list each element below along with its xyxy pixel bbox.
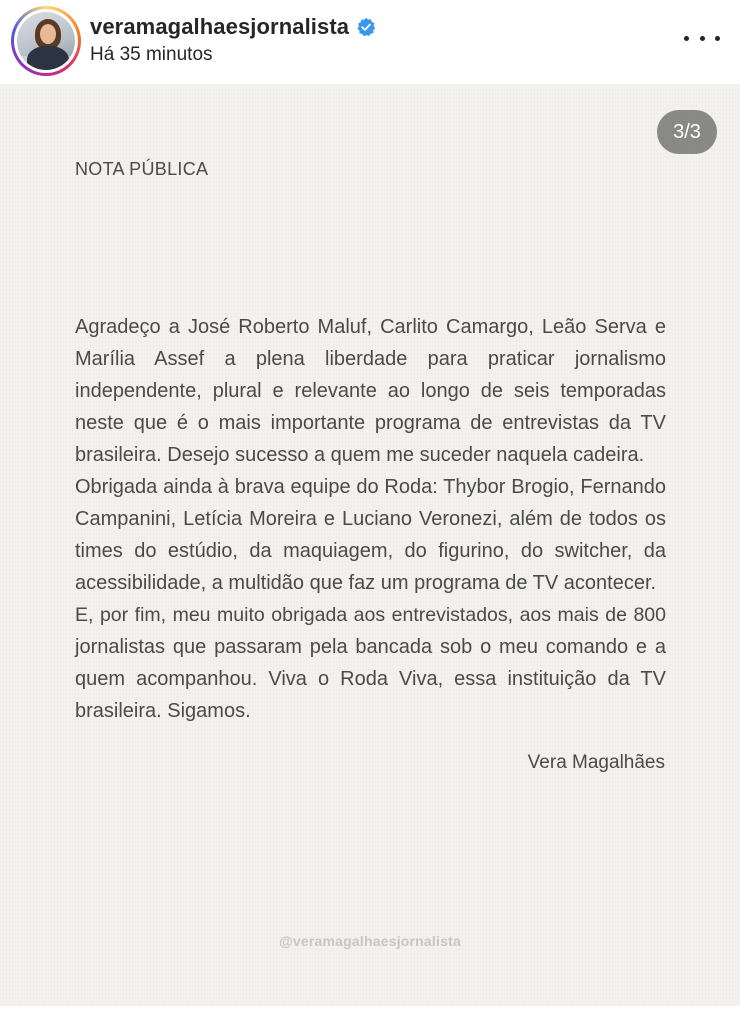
avatar-body [27,46,69,70]
note-signature: Vera Magalhães [527,752,665,773]
avatar-face [40,24,56,44]
more-dot [700,36,705,41]
post-footer-strip [0,1006,740,1024]
note-line: brasileira. Sigamos. [75,700,251,722]
username[interactable]: veramagalhaesjornalista [90,14,350,39]
note-line: neste que é o mais importante programa de entrevistas da TV [75,412,666,434]
note-line: brasileira. Desejo sucesso a quem me suceder naquela cadeira. [75,444,645,466]
verified-badge-icon [356,17,376,37]
more-dot [684,36,689,41]
profile-avatar[interactable] [17,12,75,70]
note-line: acessibilidade, a multidão que faz um programa de TV acontecer. [75,572,657,594]
post-timestamp: Há 35 minutos [90,44,213,65]
note-line: quem acompanhou. Viva o Roda Viva, essa instituição da TV [75,668,666,690]
watermark-handle: @veramagalhaesjornalista [279,933,461,949]
story-ring[interactable] [11,6,81,76]
username-row [90,12,376,42]
note-line: times do estúdio, da maquiagem, do figurino, do switcher, da [75,540,666,562]
note-body [75,311,666,727]
note-line: Agradeço a José Roberto Maluf, Carlito Camargo, Leão Serva e [75,316,666,338]
note-line: independente, plural e relevante ao longo de seis temporadas [75,380,666,402]
note-line: Marília Assef a plena liberdade para praticar jornalismo [75,348,666,370]
post-header [0,0,740,84]
note-title: NOTA PÚBLICA [75,159,209,179]
note-line: Obrigada ainda à brava equipe do Roda: Thybor Brogio, Fernando [75,476,666,498]
more-dot [715,36,720,41]
note-line: Campanini, Letícia Moreira e Luciano Veronezi, além de todos os [75,508,666,530]
more-options-icon[interactable] [684,24,720,52]
carousel-counter: 3/3 [657,110,717,154]
avatar-frame [14,9,78,73]
note-line: jornalistas que passaram pela bancada sob o meu comando e a [75,636,666,658]
note-line: E, por fim, meu muito obrigada aos entrevistados, aos mais de 800 [75,604,666,626]
